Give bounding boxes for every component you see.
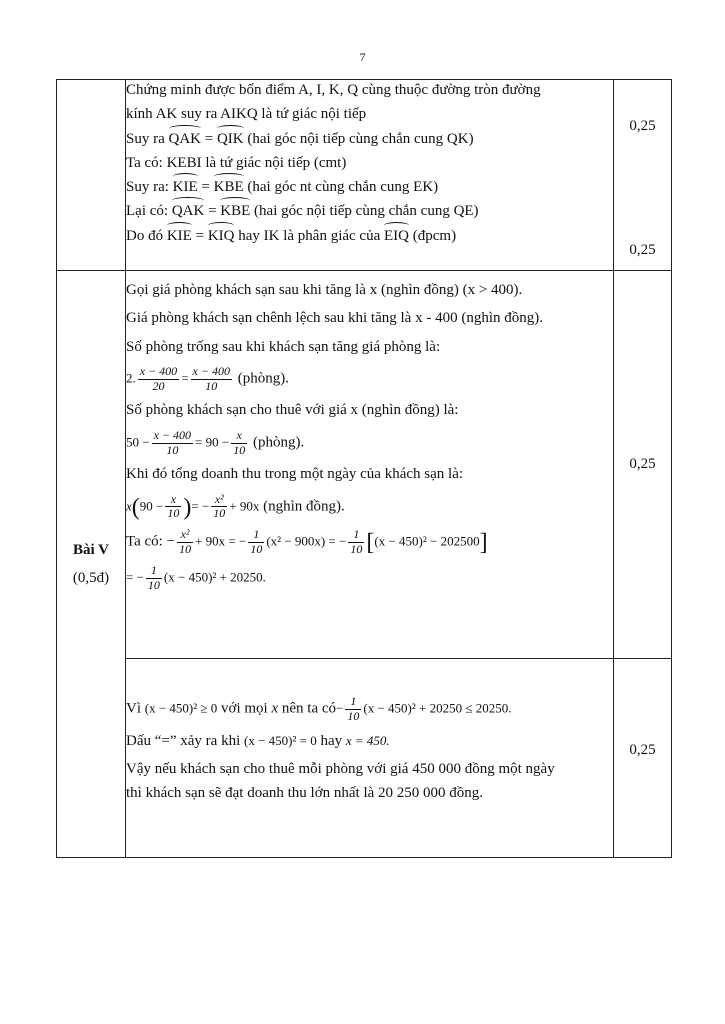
score-cell: [614, 659, 672, 858]
formula-line: [126, 564, 613, 593]
numerator: 1: [248, 528, 264, 543]
conclusion-cell: [126, 659, 614, 858]
angle-kiq: KIQ: [208, 226, 235, 247]
text-line: [126, 226, 613, 247]
text-line: [126, 129, 613, 150]
page-number: 7: [359, 50, 366, 64]
math-text: = −: [126, 569, 144, 585]
numerator: x − 400: [192, 363, 230, 378]
math-text: (nghìn đồng).: [259, 498, 345, 515]
text-span: =: [191, 227, 208, 244]
angle-kie: KIE: [167, 226, 192, 247]
formula-line: [126, 528, 613, 557]
text-line: Gọi giá phòng khách sạn sau khi tăng là x (nghìn đồng) (x > 400).: [126, 282, 523, 298]
fraction: [165, 493, 181, 522]
bracket-close: ]: [479, 529, 488, 556]
math-text: =: [181, 370, 189, 386]
math-text: (phòng).: [249, 434, 305, 451]
text-line: Số phòng trống sau khi khách sạn tăng giá phòng là:: [126, 338, 441, 355]
bracket-open: [: [366, 529, 375, 556]
text-line: Giá phòng khách sạn chênh lệch sau khi tăng là x - 400 (nghìn đồng).: [126, 310, 543, 327]
math-text: 2.: [126, 370, 136, 386]
text-line: Chứng minh được bốn điểm A, I, K, Q cùng thuộc đường tròn đường: [126, 82, 541, 98]
text-span: Suy ra:: [126, 179, 173, 196]
numerator: x − 400: [139, 363, 178, 378]
text-span: với mọi: [217, 700, 272, 717]
text-span: Suy ra: [126, 130, 169, 147]
numerator: 1: [348, 528, 364, 543]
solution-cell: [126, 271, 614, 659]
numerator: x: [165, 493, 181, 508]
fraction: [138, 365, 179, 394]
text-span: hay IK là phân giác của: [234, 227, 385, 244]
math-text: x: [271, 700, 279, 717]
denominator: 10: [233, 442, 246, 457]
fraction: [152, 429, 193, 458]
math-text: x = 450.: [345, 732, 390, 748]
text-span: Vì: [126, 700, 145, 717]
math-text: Ta có: −: [126, 534, 176, 550]
denominator: 10: [205, 378, 218, 393]
text-line: [126, 731, 613, 752]
formula-line: [126, 493, 613, 522]
denominator: 10: [166, 442, 179, 457]
angle-eiq: EIQ: [384, 226, 409, 247]
denominator: 20: [152, 378, 165, 393]
label-cell-empty: [57, 80, 126, 271]
math-text: 90 −: [139, 498, 164, 514]
fraction: [191, 365, 232, 394]
angle-qik: QIK: [217, 129, 244, 150]
math-text: + 90x = −: [195, 534, 247, 549]
denominator: 10: [179, 542, 192, 557]
fraction: [177, 528, 193, 557]
text-span: Dấu “=” xảy ra khi: [126, 732, 244, 749]
math-text: −: [336, 700, 344, 716]
angle-kie: KIE: [173, 177, 198, 198]
text-span: =: [197, 179, 214, 196]
text-span: =: [204, 203, 221, 220]
fraction: [248, 528, 264, 557]
numerator: x − 400: [153, 427, 192, 442]
math-text: x: [126, 498, 132, 514]
text-line: Số phòng khách sạn cho thuê với giá x (nghìn đồng) là:: [126, 402, 459, 419]
numerator: 1: [345, 695, 361, 710]
math-text: 50 −: [126, 434, 150, 450]
text-span: nên ta có: [278, 700, 337, 717]
formula-line: [126, 365, 613, 394]
math-text: + 90x: [229, 498, 260, 514]
table-row: [57, 80, 672, 271]
text-span: =: [201, 130, 217, 147]
text-line: Ta có: KEBI là tứ giác nội tiếp (cmt): [126, 154, 347, 171]
denominator: 10: [167, 506, 180, 521]
math-text: (x − 450)² + 20250 ≤ 20250.: [363, 700, 512, 716]
table-row: [57, 271, 672, 659]
formula-line: [126, 695, 613, 724]
denominator: 10: [347, 708, 360, 723]
numerator: x²: [177, 528, 193, 543]
fraction: [345, 695, 361, 724]
section-title: Bài V: [73, 541, 109, 558]
text-span: hay: [316, 732, 346, 749]
paren-close: ): [183, 493, 192, 520]
section-points: (0,5đ): [72, 570, 110, 586]
math-text: (x − 450)² ≥ 0: [144, 700, 218, 716]
text-span: Lại có:: [126, 203, 172, 220]
text-line: kính AK suy ra AIKQ là tứ giác nội tiếp: [126, 106, 367, 123]
text-line: [126, 201, 613, 222]
denominator: 10: [213, 506, 226, 521]
score-value: 0,25: [629, 118, 656, 134]
proof-cell: [126, 80, 614, 271]
score-cell: [614, 80, 672, 271]
text-span: (hai góc nội tiếp cùng chắn cung QE): [250, 203, 479, 220]
angle-kbe: KBE: [220, 201, 250, 222]
math-text: (x − 450)² − 202500: [374, 534, 480, 549]
text-line: Vậy nếu khách sạn cho thuê mỗi phòng với giá 450 000 đồng một ngày: [126, 760, 555, 777]
denominator: 10: [350, 542, 363, 557]
section-label-cell: [57, 271, 126, 858]
score-cell: [614, 271, 672, 659]
math-text: (x² − 900x) = −: [266, 534, 347, 549]
text-span: Do đó: [126, 227, 167, 244]
text-line: Khi đó tổng doanh thu trong một ngày của khách sạn là:: [126, 466, 464, 483]
fraction: [348, 528, 364, 557]
math-text: = 90 −: [195, 434, 230, 450]
text-line: [126, 177, 613, 198]
score-value: 0,25: [629, 742, 656, 758]
numerator: x: [231, 429, 247, 444]
formula-line: [126, 429, 613, 458]
math-text: (x − 450)² + 20250.: [163, 569, 266, 585]
answer-table: [56, 79, 672, 858]
angle-kbe: KBE: [214, 177, 244, 198]
text-span: (đpcm): [409, 227, 457, 244]
math-text: = −: [191, 498, 210, 514]
angle-qak: QAK: [169, 129, 202, 150]
score-value: 0,25: [629, 242, 656, 258]
numerator: 1: [146, 564, 162, 579]
text-span: (hai góc nt cùng chắn cung EK): [243, 179, 439, 196]
numerator: x²: [211, 493, 227, 508]
score-value: 0,25: [629, 456, 656, 472]
denominator: 10: [147, 577, 160, 592]
text-span: (hai góc nội tiếp cùng chắn cung QK): [243, 130, 474, 147]
fraction: [211, 493, 227, 522]
table-row: [57, 659, 672, 858]
math-text: (phòng).: [233, 370, 289, 387]
text-line: thì khách sạn sẽ đạt doanh thu lớn nhất là 20 250 000 đồng.: [126, 785, 484, 802]
paren-open: (: [131, 493, 140, 520]
fraction: [146, 564, 162, 593]
denominator: 10: [250, 542, 263, 557]
angle-qak: QAK: [172, 201, 205, 222]
fraction: [231, 429, 247, 458]
math-text: (x − 450)² = 0: [244, 732, 317, 748]
